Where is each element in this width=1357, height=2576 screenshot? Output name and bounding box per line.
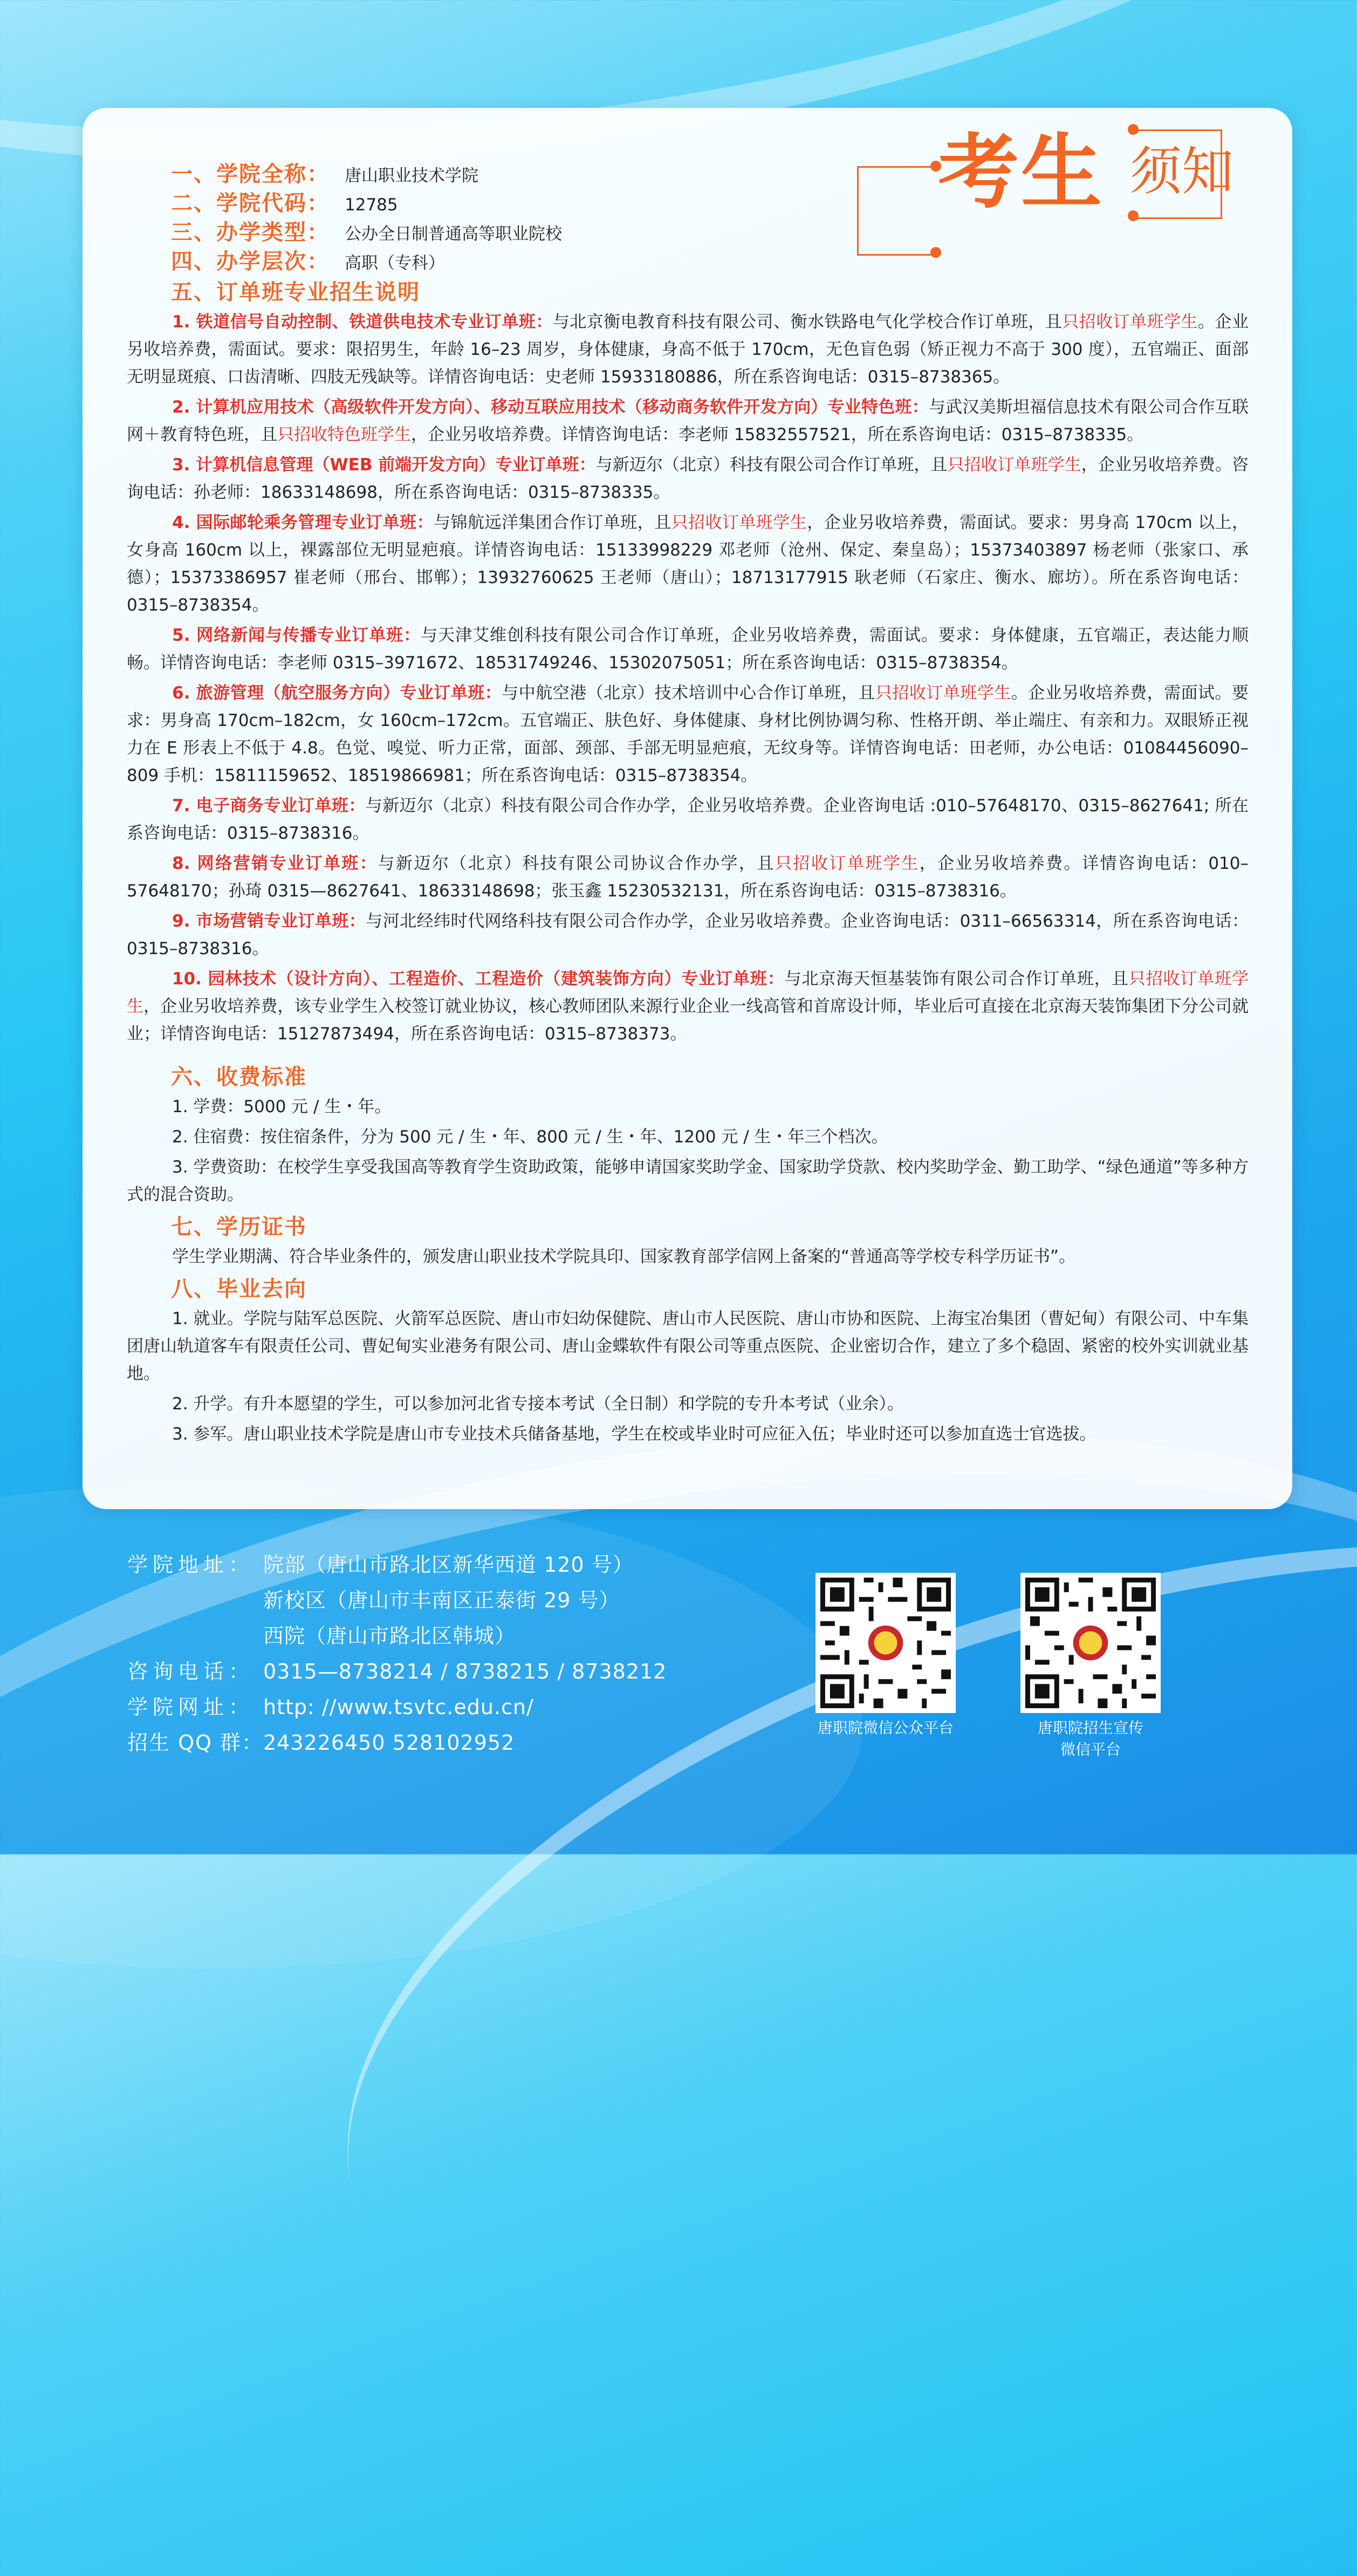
title-dot bbox=[1128, 124, 1139, 135]
program-text: ，企业另收培养费。详情咨询电话：010–57648170；孙琦 0315—8627641、18633148698；张玉鑫 15230532131，所在系咨询电话：0315–8738316。 bbox=[127, 854, 1249, 901]
program-text: ，企业另收培养费，该专业学生入校签订就业协议，核心教师团队来源行业企业一线高管和首席设计师，毕业后可直接在北京海天装饰集团下分公司就业；详情咨询电话：15127873494，所在系咨询电话：0315–8738373。 bbox=[127, 997, 1249, 1044]
program-text: 与新迈尔（北京）科技有限公司合作办学，企业另收培养费。企业咨询电话 :010–57648170、0315–8627641; 所在系咨询电话：0315–8738316。 bbox=[127, 796, 1249, 843]
website-link[interactable]: http: //www.tsvtc.edu.cn/ bbox=[263, 1695, 534, 1719]
program-label: 9. 市场营销专业订单班： bbox=[172, 912, 366, 931]
notice-card bbox=[83, 108, 1292, 1509]
program-text: 与新迈尔（北京）科技有限公司合作订单班，且 bbox=[595, 455, 948, 475]
info-row bbox=[171, 218, 1249, 247]
program-item bbox=[127, 965, 1249, 1048]
address-row bbox=[127, 1582, 667, 1618]
info-value: 唐山职业技术学院 bbox=[345, 166, 478, 186]
qr-caption: 唐职院微信公众平台 bbox=[817, 1719, 954, 1737]
program-text: 。企业另收培养费，需面试。要求：限招男生，年龄 16–23 周岁，身体健康，身高不低于 170cm，无色盲色弱（矫正视力不高于 300 度），五官端正、面部无明显斑痕、口齿清晰、四肢无残缺等。详情咨询电话：史老师 15933180886，所在系咨询电话：0315–8738365。 bbox=[127, 312, 1249, 387]
program-highlight: 只招收订单班学生 bbox=[671, 513, 807, 532]
info-row bbox=[171, 189, 1249, 218]
notice-content bbox=[127, 160, 1249, 1448]
info-row bbox=[171, 160, 1249, 189]
program-text: 与武汉美斯坦福信息技术有限公司合作互联网＋教育特色班，且 bbox=[127, 398, 1249, 444]
program-text: 与锦航远洋集团合作订单班，且 bbox=[434, 513, 671, 532]
fee-item: 2. 住宿费：按住宿条件，分为 500 元 / 生・年、800 元 / 生・年、1200 元 / 生・年三个档次。 bbox=[172, 1127, 888, 1147]
qq-row bbox=[127, 1725, 667, 1760]
info-value: 公办全日制普通高等职业院校 bbox=[345, 224, 562, 244]
section-heading: 八、毕业去向 bbox=[171, 1277, 307, 1301]
program-label: 8. 网络营销专业订单班： bbox=[172, 854, 378, 873]
info-row bbox=[171, 247, 1249, 276]
program-text: ，企业另收培养费。详情咨询电话：李老师 15832557521，所在系咨询电话：0315–8738335。 bbox=[411, 425, 1144, 444]
program-label: 5. 网络新闻与传播专业订单班： bbox=[172, 626, 421, 645]
info-value: 12785 bbox=[345, 195, 398, 215]
program-highlight: 只招收订单班学生 bbox=[875, 683, 1011, 703]
section-heading: 六、收费标准 bbox=[171, 1065, 307, 1090]
program-text: 与北京海天恒基装饰有限公司合作订单班，且 bbox=[784, 969, 1129, 989]
program-text: 与河北经纬时代网络科技有限公司合作办学，企业另收培养费。企业咨询电话：0311–66563314，所在系咨询电话：0315–8738316。 bbox=[127, 912, 1249, 958]
address-line: 新校区（唐山市丰南区正泰街 29 号） bbox=[263, 1588, 620, 1612]
phone-row bbox=[127, 1654, 667, 1689]
certificate-text: 学生学业期满、符合毕业条件的，颁发唐山职业技术学院具印、国家教育部学信网上备案的“普通高等学校专科学历证书”。 bbox=[172, 1247, 1076, 1266]
program-item bbox=[127, 850, 1249, 905]
qr-code-icon bbox=[1020, 1573, 1161, 1713]
title-sub: 须知 bbox=[1130, 141, 1233, 202]
address-label: 学院地址： bbox=[127, 1553, 255, 1577]
qr-code-icon bbox=[815, 1573, 956, 1713]
program-item bbox=[127, 509, 1249, 619]
program-text: 与天津艾维创科技有限公司合作订单班，企业另收培养费，需面试。要求：身体健康，五官端正，表达能力顺畅。详情咨询电话：李老师 0315–3971672、18531749246、15302075051；所在系咨询电话：0315–8738354。 bbox=[127, 626, 1249, 673]
qr-caption bbox=[988, 1717, 1193, 1760]
address-line: 院部（唐山市路北区新华西道 120 号） bbox=[263, 1553, 634, 1577]
qq-label: 招生 QQ 群： bbox=[127, 1731, 263, 1755]
phone-label: 咨询电话： bbox=[127, 1660, 255, 1683]
program-item bbox=[127, 792, 1249, 847]
program-item bbox=[127, 394, 1249, 449]
program-text: 与新迈尔（北京）科技有限公司协议合作办学，且 bbox=[378, 854, 775, 873]
program-highlight: 只招收特色班学生 bbox=[277, 425, 411, 444]
fee-item: 3. 学费资助：在校学生享受我国高等教育学生资助政策，能够申请国家奖助学金、国家助学贷款、校内奖助学金、勤工助学、“绿色通道”等多种方式的混合资助。 bbox=[127, 1157, 1249, 1204]
wechat-public-qr-code bbox=[815, 1573, 956, 1713]
program-text: 与中航空港（北京）技术培训中心合作订单班，且 bbox=[502, 683, 875, 703]
program-label: 6. 旅游管理（航空服务方向）专业订单班： bbox=[172, 683, 502, 703]
program-item bbox=[127, 309, 1249, 391]
program-label: 2. 计算机应用技术（高级软件开发方向）、移动互联应用技术（移动商务软件开发方向）专业特色班： bbox=[172, 398, 929, 417]
program-item bbox=[127, 622, 1249, 677]
destination-item: 1. 就业。学院与陆军总医院、火箭军总医院、唐山市妇幼保健院、唐山市人民医院、唐山市协和医院、上海宝冶集团（曹妃甸）有限公司、中车集团唐山轨道客车有限责任公司、曹妃甸实业港务有限公司、唐山金蝶软件有限公司等重点医院、企业密切合作，建立了多个稳固、紧密的校外实训就业基地。 bbox=[127, 1309, 1249, 1383]
program-text: ，企业另收培养费，需面试。要求：男身高 170cm 以上，女身高 160cm 以上，裸露部位无明显疤痕。详情咨询电话：15133998229 邓老师（沧州、保定、秦皇岛）；15373403897 杨老师（张家口、承德）；15373386957 崔老师（邢台、邯郸）；13932760625 王老师（唐山）；18713177915 耿老师（石家庄、衡水、廊坊）。所在系咨询电话：0315–8738354。 bbox=[127, 513, 1249, 615]
program-label: 1. 铁道信号自动控制、铁道供电技术专业订单班： bbox=[172, 312, 553, 332]
destination-item: 3. 参军。唐山职业技术学院是唐山市专业技术兵储备基地，学生在校或毕业时可应征入伍；毕业时还可以参加直选士官选拔。 bbox=[172, 1424, 1096, 1444]
program-highlight: 只招收订单班学生 bbox=[775, 854, 920, 873]
qq-value: 243226450 528102952 bbox=[263, 1731, 515, 1755]
program-text: 与北京衡电教育科技有限公司、衡水铁路电气化学校合作订单班，且 bbox=[552, 312, 1063, 332]
program-highlight: 只招收订单班学生 bbox=[127, 969, 1249, 1016]
section-heading: 五、订单班专业招生说明 bbox=[171, 280, 420, 305]
program-label: 7. 电子商务专业订单班： bbox=[172, 796, 366, 816]
info-label: 一、学院全称： bbox=[171, 162, 330, 187]
info-value: 高职（专科） bbox=[345, 254, 445, 273]
section-heading: 七、学历证书 bbox=[171, 1215, 307, 1239]
phone-value: 0315—8738214 / 8738215 / 8738212 bbox=[263, 1660, 667, 1683]
program-label: 3. 计算机信息管理（WEB 前端开发方向）专业订单班： bbox=[172, 455, 596, 475]
fee-item: 1. 学费：5000 元 / 生・年。 bbox=[172, 1097, 392, 1116]
program-highlight: 只招收订单班学生 bbox=[1062, 312, 1198, 332]
address-row bbox=[127, 1618, 667, 1654]
qr-caption-line: 唐职院招生宣传 bbox=[1037, 1719, 1143, 1737]
qr-caption-line: 微信平台 bbox=[1060, 1741, 1121, 1758]
website-label: 学院网址： bbox=[127, 1695, 255, 1719]
program-text: ，企业另收培养费。咨询电话：孙老师：18633148698，所在系咨询电话：0315–8738335。 bbox=[127, 455, 1249, 502]
info-label: 二、学院代码： bbox=[171, 191, 330, 216]
address-line: 西院（唐山市路北区韩城） bbox=[263, 1624, 516, 1648]
program-item bbox=[127, 680, 1249, 790]
program-highlight: 只招收订单班学生 bbox=[947, 455, 1081, 475]
destination-item: 2. 升学。有升本愿望的学生，可以参加河北省专接本考试（全日制）和学院的专升本考试（业余）。 bbox=[172, 1394, 904, 1414]
info-label: 四、办学层次： bbox=[171, 249, 330, 274]
program-item bbox=[127, 451, 1249, 506]
program-text: 。企业另收培养费，需面试。要求：男身高 170cm–182cm，女 160cm–172cm。五官端正、肤色好、身体健康、身材比例协调匀称、性格开朗、举止端庄、有亲和力。双眼矫正视力在 E 形表上不低于 4.8。色觉、嗅觉、听力正常，面部、颈部、手部无明显疤痕，无纹身等。详情咨询电话：田老师，办公电话：01084456090–809 手机：15811159652、18519866981；所在系咨询电话：0315–8738354。 bbox=[127, 683, 1249, 785]
contact-footer bbox=[127, 1547, 667, 1760]
info-label: 三、办学类型： bbox=[171, 220, 330, 245]
admission-wechat-qr-code bbox=[1020, 1573, 1161, 1713]
program-label: 4. 国际邮轮乘务管理专业订单班： bbox=[172, 513, 434, 532]
program-item bbox=[127, 908, 1249, 963]
website-row bbox=[127, 1689, 667, 1725]
address-row bbox=[127, 1547, 667, 1582]
program-label: 10. 园林技术（设计方向）、工程造价、工程造价（建筑装饰方向）专业订单班： bbox=[172, 969, 785, 989]
basic-info bbox=[171, 160, 1249, 276]
title-main: 考生 bbox=[938, 125, 1105, 220]
